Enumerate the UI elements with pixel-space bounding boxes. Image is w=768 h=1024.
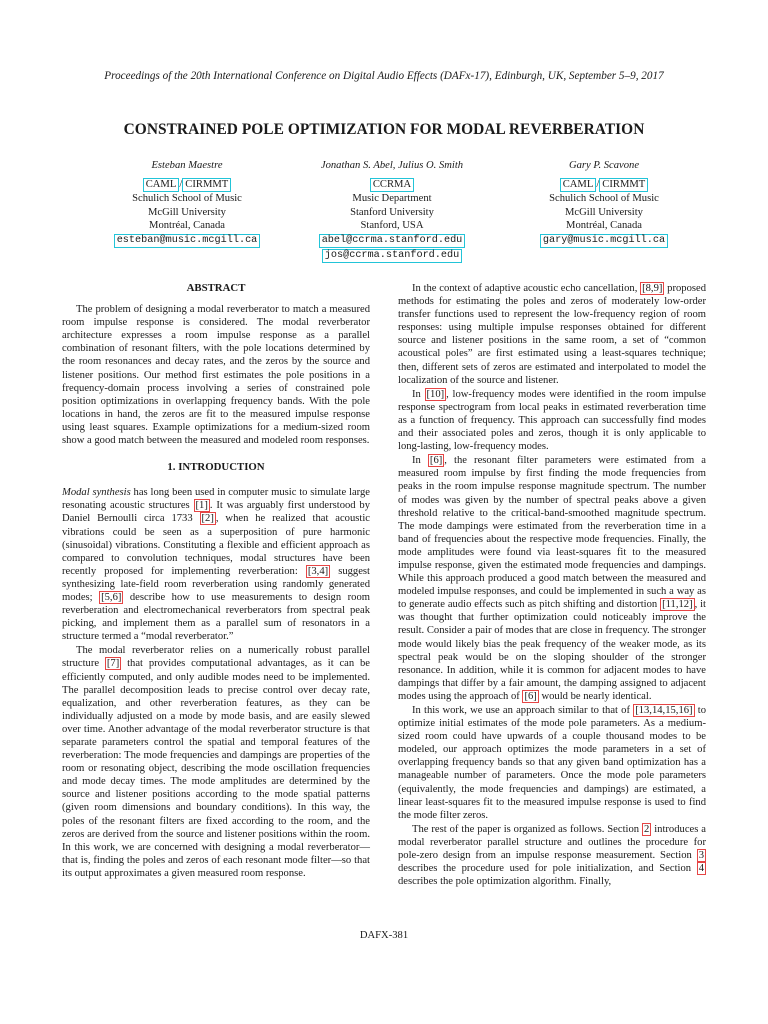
citation-link[interactable]: [6] [429, 455, 443, 467]
text-run: In [412, 455, 428, 467]
email-link[interactable]: gary@music.mcgill.ca [540, 234, 668, 248]
left-column [62, 282, 370, 880]
affiliation-line: Stanford, USA [360, 220, 424, 232]
page-footer: DAFX-381 [359, 930, 409, 941]
section-link[interactable]: 2 [644, 823, 650, 835]
text-run: describe how to use measurements to design room reverberation and electromechanical reverberators from spectral peak picking, and implement them as a parallel sum of resonators in a structure termed a “modal reverberator.” [62, 591, 370, 643]
text-run: . It was arguably first understood by Daniel Bernoulli circa 1733 [62, 500, 371, 525]
email-link[interactable]: esteban@music.mcgill.ca [114, 234, 261, 248]
text-run: describes the pole optimization algorithm. Finally, [398, 876, 612, 888]
emphasis-text: Modal synthesis [62, 487, 131, 499]
affiliation-line: McGill University [565, 206, 643, 218]
text-run: , low-frequency modes were identified in the room impulse response spectrogram from local peaks in estimated reverberation time as a function of frequency. This approach can successfully find modes and their associated poles and zeros, though it is only applicable to long-lasting, low-frequency modes. [398, 388, 706, 453]
text-run: suggest synthesizing late-field room reverberation using randomly generated modes; [62, 565, 370, 603]
right-paragraph-4 [398, 704, 706, 822]
text-run: introduces a modal reverberator parallel structure and outlines the procedure for pole-zero design from an impulse response measurement. Section [398, 823, 706, 862]
right-paragraph-5 [398, 823, 706, 888]
affiliation-line: Stanford University [350, 206, 434, 218]
email-link[interactable]: jos@ccrma.stanford.edu [322, 249, 463, 263]
affiliation-line: McGill University [148, 206, 226, 218]
text-run: The rest of the paper is organized as follows. Section [412, 823, 642, 835]
citation-link[interactable]: [1] [195, 500, 208, 512]
citation-link[interactable]: [6] [524, 690, 537, 702]
text-run: , when he realized that acoustic vibrations could be seen as a superposition of pure harmonic (sinusoidal) vibrations. Constituting a flexible and efficient approach as compared to convolution techniques, modal structures have been recently proposed for implementing reverberation: [62, 513, 370, 577]
affiliation-line: Schulich School of Music [132, 193, 242, 205]
text-run: In this work, we use an approach similar to that of [412, 705, 634, 716]
abstract-text: The problem of designing a modal reverberator to match a measured room impulse response is considered. The modal reverberator architecture expresses a room impulse response as a parallel combination of resonant filters, with the pole locations determined by the room resonances and decay rates, and the zeros by the source and listener positions. Our method first estimates the pole positions in a frequency-domain process involving a series of constrained pole position optimizations in overlapping frequency bands. With the pole locations in hand, the zeros are fit to the measured impulse response using least squares. Example optimizations for a medium-sized room show a good match between the measured and modeled room responses. [62, 304, 370, 447]
text-run: proposed methods for estimating the poles and zeros of moderately low-order transfer functions used to represent the low-frequency region of room responses: using multiple impulse responses obtained for different source and listener positions in the same room, a set of “common acoustical poles” are first estimated using a least-squares technique; then, different sets of zeros are estimated and interpolated to model the localization of the source and listener. [398, 283, 706, 386]
author-block-3 [479, 159, 729, 248]
author-labs: CAML / CIRMMT [479, 178, 729, 192]
citation-link[interactable]: [7] [106, 658, 120, 670]
right-column [398, 282, 706, 888]
affiliation-line: Schulich School of Music [549, 193, 659, 205]
author-name: Esteban Maestre [151, 160, 223, 171]
lab-link[interactable]: CIRMMT [182, 178, 231, 192]
right-paragraph-2 [398, 388, 706, 453]
citation-link[interactable]: [11,12] [662, 599, 693, 611]
text-run: , the resonant filter parameters were estimated from a measured room impulse by first finding the mode frequencies from peaks in the room impulse response magnitude spectrum. The number of modes was given by the number of spectral peaks above a given threshold relative to the critical-band-smoothed magnitude spectrum. The mode dampings were estimated from the reverberation time in a band of frequencies about the respective mode frequencies. Finally, the mode amplitudes were found via least-squares fit to the measured impulse response, given the estimated mode frequencies and dampings. While this approach produced a good match between the measured and modeled impulse responses, and could be implemented in such a way as to generate audio effects such as pitch shifting and distortion [398, 455, 706, 611]
abstract-heading: ABSTRACT [186, 282, 246, 294]
right-paragraph-1 [398, 282, 706, 387]
section-link[interactable]: 4 [698, 863, 704, 875]
citation-link[interactable]: [3,4] [307, 565, 329, 577]
text-run: In [412, 388, 425, 400]
introduction-heading: 1. INTRODUCTION [167, 461, 265, 474]
proceedings-header: Proceedings of the 20th International Conference on Digital Audio Effects (DAFx-17), Edinburgh, UK, September 5–9, 2017 [104, 70, 664, 82]
lab-link[interactable]: CIRMMT [599, 178, 648, 192]
author-labs: CAML / CIRMMT [62, 178, 312, 192]
email-link[interactable]: abel@ccrma.stanford.edu [319, 234, 466, 248]
section-link[interactable]: 3 [698, 850, 704, 862]
text-run: would be nearly identical. [538, 690, 652, 702]
text-run: describes the procedure used for pole initialization, and Section [398, 863, 697, 875]
author-name: Gary P. Scavone [568, 160, 640, 171]
text-run: , it was thought that further optimization could noticeably improve the result. Consider a pair of modes that are close in frequency. The stronger mode would likely bias the peak frequency of the weaker mode, as its spectral peak would be on the sloping shoulder of the stronger resonance. In addition, while it is common for adjacent modes to have dampings that differ by a fair amount, the damping assigned to adjacent modes using the approach of [398, 599, 706, 702]
text-run: to optimize initial estimates of the mode pole parameters. As a medium-sized room could have upwards of a couple thousand modes to be modeled, our approach optimizes the mode parameters in a set of overlapping frequency bands so that any given band optimization has a manageable number of parameters. Once the mode pole parameters (equivalently, the mode frequencies and dampings) are estimated, a linear least-squares fit to the measured impulse response is used to find the mode filter zeros. [398, 705, 706, 821]
text-run: In the context of adaptive acoustic echo cancellation, [412, 283, 641, 294]
affiliation-line: Music Department [352, 193, 432, 205]
citation-link[interactable]: [2] [201, 513, 214, 525]
lab-link[interactable]: CAML [143, 178, 180, 192]
affiliation-line: Montréal, Canada [149, 220, 225, 232]
intro-paragraph-1 [62, 486, 370, 643]
paper-title: CONSTRAINED POLE OPTIMIZATION FOR MODAL REVERBERATION [123, 121, 645, 138]
intro-paragraph-2 [62, 644, 370, 880]
lab-link[interactable]: CCRMA [370, 178, 414, 192]
text-run: that provides computational advantages, as it can be efficiently computed, and only audible modes need to be implemented. The parallel decomposition leads to precise control over decay rate, equalization, and other reverberation features, as they can be individually adjusted on a mode by mode basis, and are easily slewed over time. Another advantage of the modal reverberator structure is that separate parameters control the spatial and temporal features of the reverberation: The mode frequencies and dampings are properties of the room or resonating object, describing the mode oscillation frequencies and mode decay times. The mode amplitudes are determined by the source and listener positions according to the mode spatial patterns (given room dimensions and boundary conditions). In this way, the poles of the resonant filters are fixed according to the room, and the zeros are derived from the source and listener positions within the room. In this work, we are concerned with designing a modal reverberator—that is, finding the poles and zeros of each resonant mode filter—so that its output approximates a given measured room response. [62, 658, 371, 879]
affiliation-line: Montréal, Canada [566, 220, 642, 232]
citation-link[interactable]: [13,14,15,16] [635, 705, 693, 716]
text-run: has long been used in computer music to simulate large resonating acoustic structures [62, 487, 370, 512]
lab-link[interactable]: CAML [560, 178, 597, 192]
citation-link[interactable]: [8,9] [642, 283, 663, 294]
citation-link[interactable]: [5,6] [101, 591, 122, 603]
author-name: Jonathan S. Abel, Julius O. Smith [320, 160, 464, 171]
citation-link[interactable]: [10] [426, 388, 445, 400]
text-run: The modal reverberator relies on a numerically robust parallel structure [62, 645, 370, 670]
right-paragraph-3 [398, 454, 706, 703]
